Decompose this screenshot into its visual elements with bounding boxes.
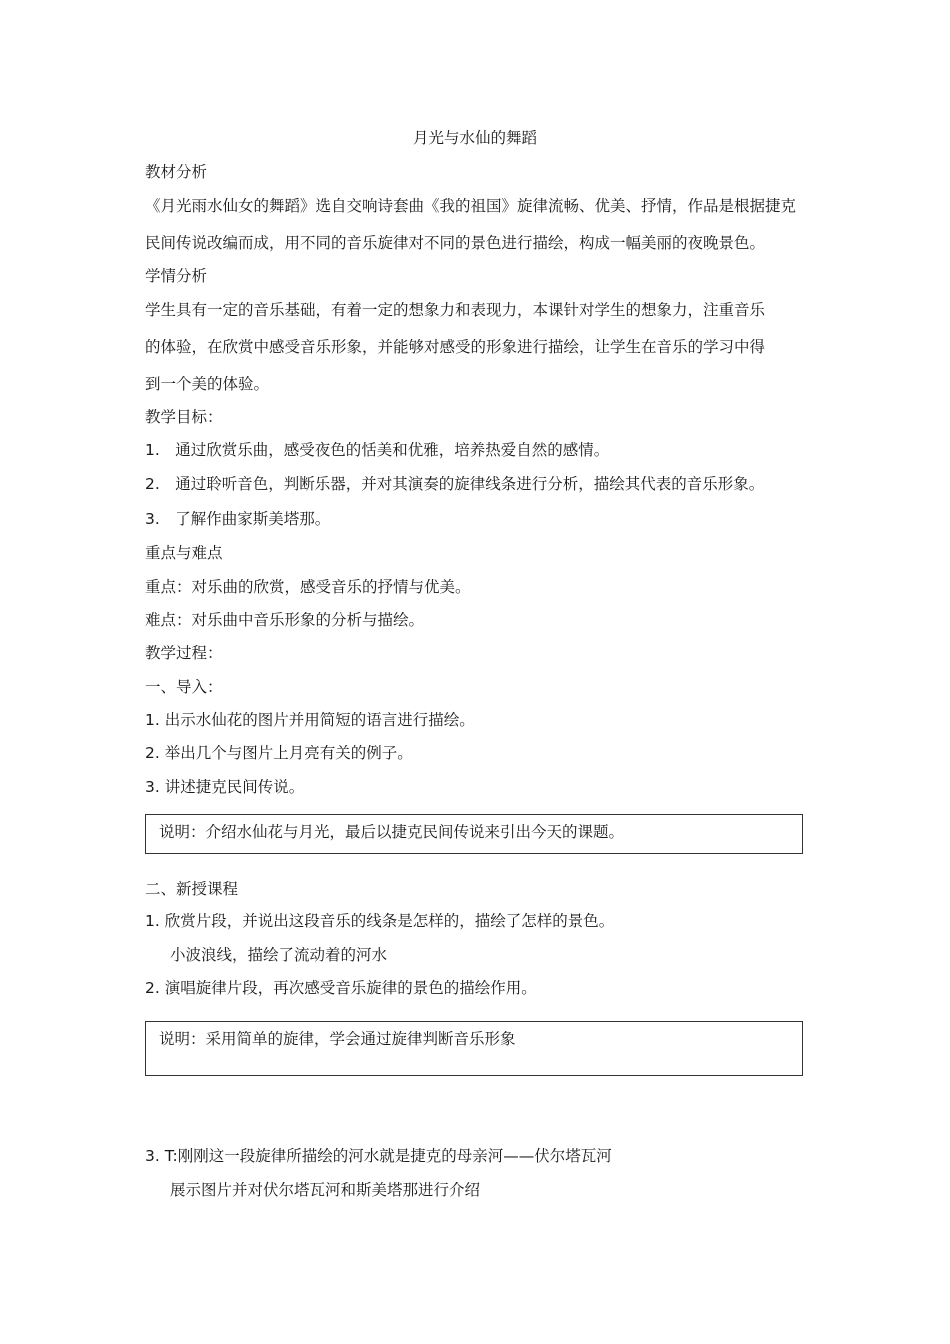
- student-text-line: 的体验，在欣赏中感受音乐形象，并能够对感受的形象进行描绘，让学生在音乐的学习中得: [145, 338, 766, 356]
- intro-item: 2. 举出几个与图片上月亮有关的例子。: [145, 744, 413, 762]
- analysis-heading: 教材分析: [145, 163, 208, 181]
- goal-item: 2. 通过聆听音色，判断乐器，并对其演奏的旋律线条进行分析，描绘其代表的音乐形象。: [145, 475, 765, 493]
- new-item: 2. 演唱旋律片段，再次感受音乐旋律的景色的描绘作用。: [145, 979, 537, 997]
- student-heading: 学情分析: [145, 267, 208, 285]
- note-text: 说明：采用简单的旋律，学会通过旋律判断音乐形象: [159, 1030, 516, 1048]
- student-text-line: 学生具有一定的音乐基础，有着一定的想象力和表现力，本课针对学生的想象力，注重音乐: [145, 301, 766, 319]
- new-item-answer: 小波浪线，描绘了流动着的河水: [170, 946, 388, 964]
- goal-item: 3. 了解作曲家斯美塔那。: [145, 510, 331, 528]
- new-item: 1. 欣赏片段，并说出这段音乐的线条是怎样的，描绘了怎样的景色。: [145, 912, 615, 930]
- key-point: 重点：对乐曲的欣赏，感受音乐的抒情与优美。: [145, 578, 471, 596]
- note-box: [145, 814, 803, 854]
- analysis-text-line: 《月光雨水仙女的舞蹈》选自交响诗套曲《我的祖国》旋律流畅、优美、抒情，作品是根据捷克: [145, 197, 797, 215]
- new-heading: 二、新授课程: [145, 880, 239, 898]
- goal-item: 1. 通过欣赏乐曲，感受夜色的恬美和优雅，培养热爱自然的感情。: [145, 441, 610, 459]
- student-text-line: 到一个美的体验。: [145, 375, 270, 393]
- intro-item: 3. 讲述捷克民间传说。: [145, 778, 305, 796]
- difficult-point: 难点：对乐曲中音乐形象的分析与描绘。: [145, 611, 425, 629]
- intro-item: 1. 出示水仙花的图片并用简短的语言进行描绘。: [145, 711, 475, 729]
- goals-heading: 教学目标：: [145, 408, 223, 426]
- new-item-detail: 展示图片并对伏尔塔瓦河和斯美塔那进行介绍: [170, 1181, 481, 1199]
- note-box: [145, 1021, 803, 1076]
- key-heading: 重点与难点: [145, 544, 223, 562]
- process-heading: 教学过程：: [145, 644, 223, 662]
- analysis-text-line: 民间传说改编而成，用不同的音乐旋律对不同的景色进行描绘，构成一幅美丽的夜晚景色。: [145, 234, 766, 252]
- intro-heading: 一、导入：: [145, 678, 223, 696]
- new-item: 3. T:刚刚这一段旋律所描绘的河水就是捷克的母亲河——伏尔塔瓦河: [145, 1147, 612, 1165]
- note-text: 说明：介绍水仙花与月光，最后以捷克民间传说来引出今天的课题。: [159, 823, 625, 841]
- document-title: 月光与水仙的舞蹈: [412, 129, 537, 147]
